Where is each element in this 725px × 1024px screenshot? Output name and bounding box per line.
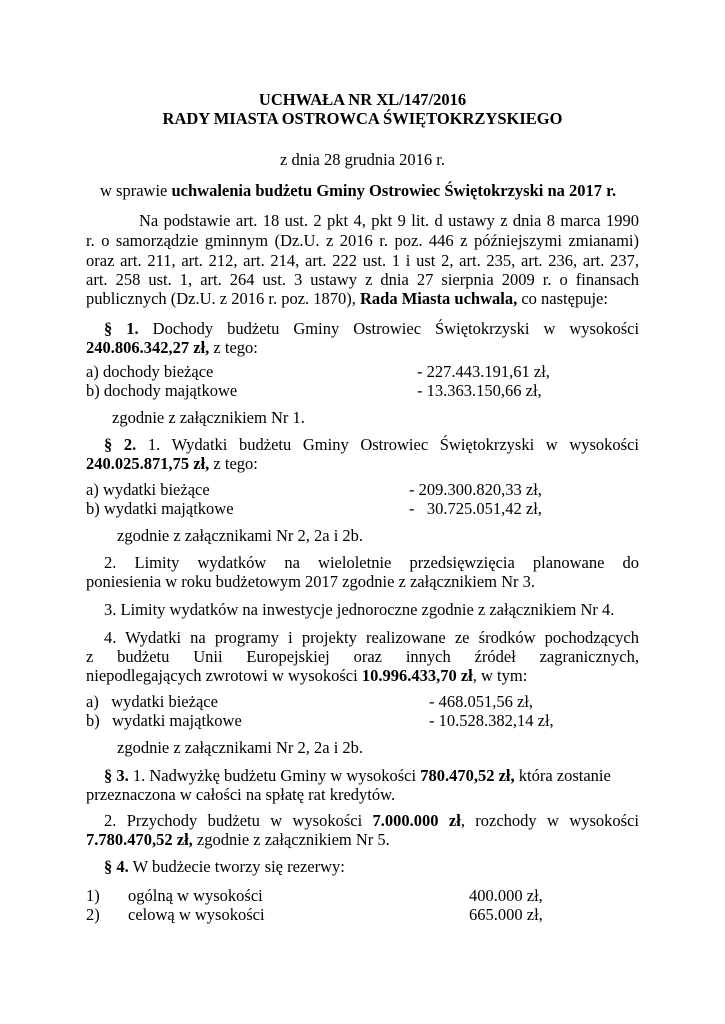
list-item: b) wydatki majątkowe - 10.528.382,14 zł, — [86, 711, 554, 730]
resolution-subject: w sprawie uchwalenia budżetu Gminy Ostrowiec Świętokrzyski na 2017 r. — [100, 181, 617, 200]
preamble-line: r. o samorządzie gminnym (Dz.U. z 2016 r. poz. 446 z późniejszymi zmianami) — [86, 231, 639, 250]
list-item: b) dochody majątkowe - 13.363.150,66 zł, — [86, 381, 542, 400]
list-item: 2) celową w wysokości 665.000 zł, — [86, 905, 543, 924]
list-item: a) wydatki bieżące - 209.300.820,33 zł, — [86, 480, 542, 499]
preamble-line: oraz art. 211, art. 212, art. 214, art. 222 ust. 1 i ust 2, art. 235, art. 236, art. 237, — [86, 251, 639, 270]
section-2-point-2: 2. Limity wydatków na wieloletnie przedsięwzięcia planowane do — [104, 553, 639, 572]
section-1-heading: § 1. Dochody budżetu Gminy Ostrowiec Świętokrzyski w wysokości — [104, 319, 640, 338]
section-1-total: 240.806.342,27 zł, z tego: — [86, 338, 258, 357]
resolution-date: z dnia 28 grudnia 2016 r. — [280, 150, 445, 169]
section-2-point-3: 3. Limity wydatków na inwestycje jednoroczne zgodnie z załącznikiem Nr 4. — [104, 600, 615, 619]
section-2-point-4-cont: z budżetu Unii Europejskiej oraz innych źródeł zagranicznych, — [86, 647, 639, 666]
preamble-line: art. 258 ust. 1, art. 264 ust. 3 ustawy z dnia 27 sierpnia 2009 r. o finansach — [86, 270, 639, 289]
section-3-point-2: 2. Przychody budżetu w wysokości 7.000.000 zł, rozchody w wysokości — [104, 811, 639, 830]
section-4-heading: § 4. W budżecie tworzy się rezerwy: — [104, 857, 345, 876]
council-name: RADY MIASTA OSTROWCA ŚWIĘTOKRZYSKIEGO — [162, 109, 563, 128]
list-item: b) wydatki majątkowe - 30.725.051,42 zł, — [86, 499, 542, 518]
list-item: a) wydatki bieżące - 468.051,56 zł, — [86, 692, 534, 711]
preamble-line: publicznych (Dz.U. z 2016 r. poz. 1870), Rada Miasta uchwala, co następuje: — [86, 289, 608, 308]
section-2-point-4-cont: niepodlegających zwrotowi w wysokości 10.996.433,70 zł, w tym: — [86, 666, 528, 685]
resolution-title: UCHWAŁA NR XL/147/2016 — [258, 90, 467, 109]
section-2-total: 240.025.871,75 zł, z tego: — [86, 454, 258, 473]
section-3-cont: przeznaczona w całości na spłatę rat kredytów. — [86, 785, 396, 804]
section-2-point-4: 4. Wydatki na programy i projekty realizowane ze środków pochodzących — [104, 628, 639, 647]
section-2-note: zgodnie z załącznikami Nr 2, 2a i 2b. — [117, 526, 364, 545]
section-1-note: zgodnie z załącznikiem Nr 1. — [112, 408, 305, 427]
section-2-heading: § 2. 1. Wydatki budżetu Gminy Ostrowiec Świętokrzyski w wysokości — [104, 435, 639, 454]
section-2-point-4-note: zgodnie z załącznikami Nr 2, 2a i 2b. — [117, 738, 364, 757]
section-3-heading: § 3. 1. Nadwyżkę budżetu Gminy w wysokości 780.470,52 zł, która zostanie — [104, 766, 611, 785]
list-item: a) dochody bieżące - 227.443.191,61 zł, — [86, 362, 550, 381]
section-2-point-2-cont: poniesienia w roku budżetowym 2017 zgodnie z załącznikiem Nr 3. — [86, 572, 536, 591]
section-3-point-2-cont: 7.780.470,52 zł, zgodnie z załącznikiem Nr 5. — [86, 830, 390, 849]
list-item: 1) ogólną w wysokości 400.000 zł, — [86, 886, 543, 905]
preamble-line: Na podstawie art. 18 ust. 2 pkt 4, pkt 9 lit. d ustawy z dnia 8 marca 1990 — [139, 211, 639, 230]
